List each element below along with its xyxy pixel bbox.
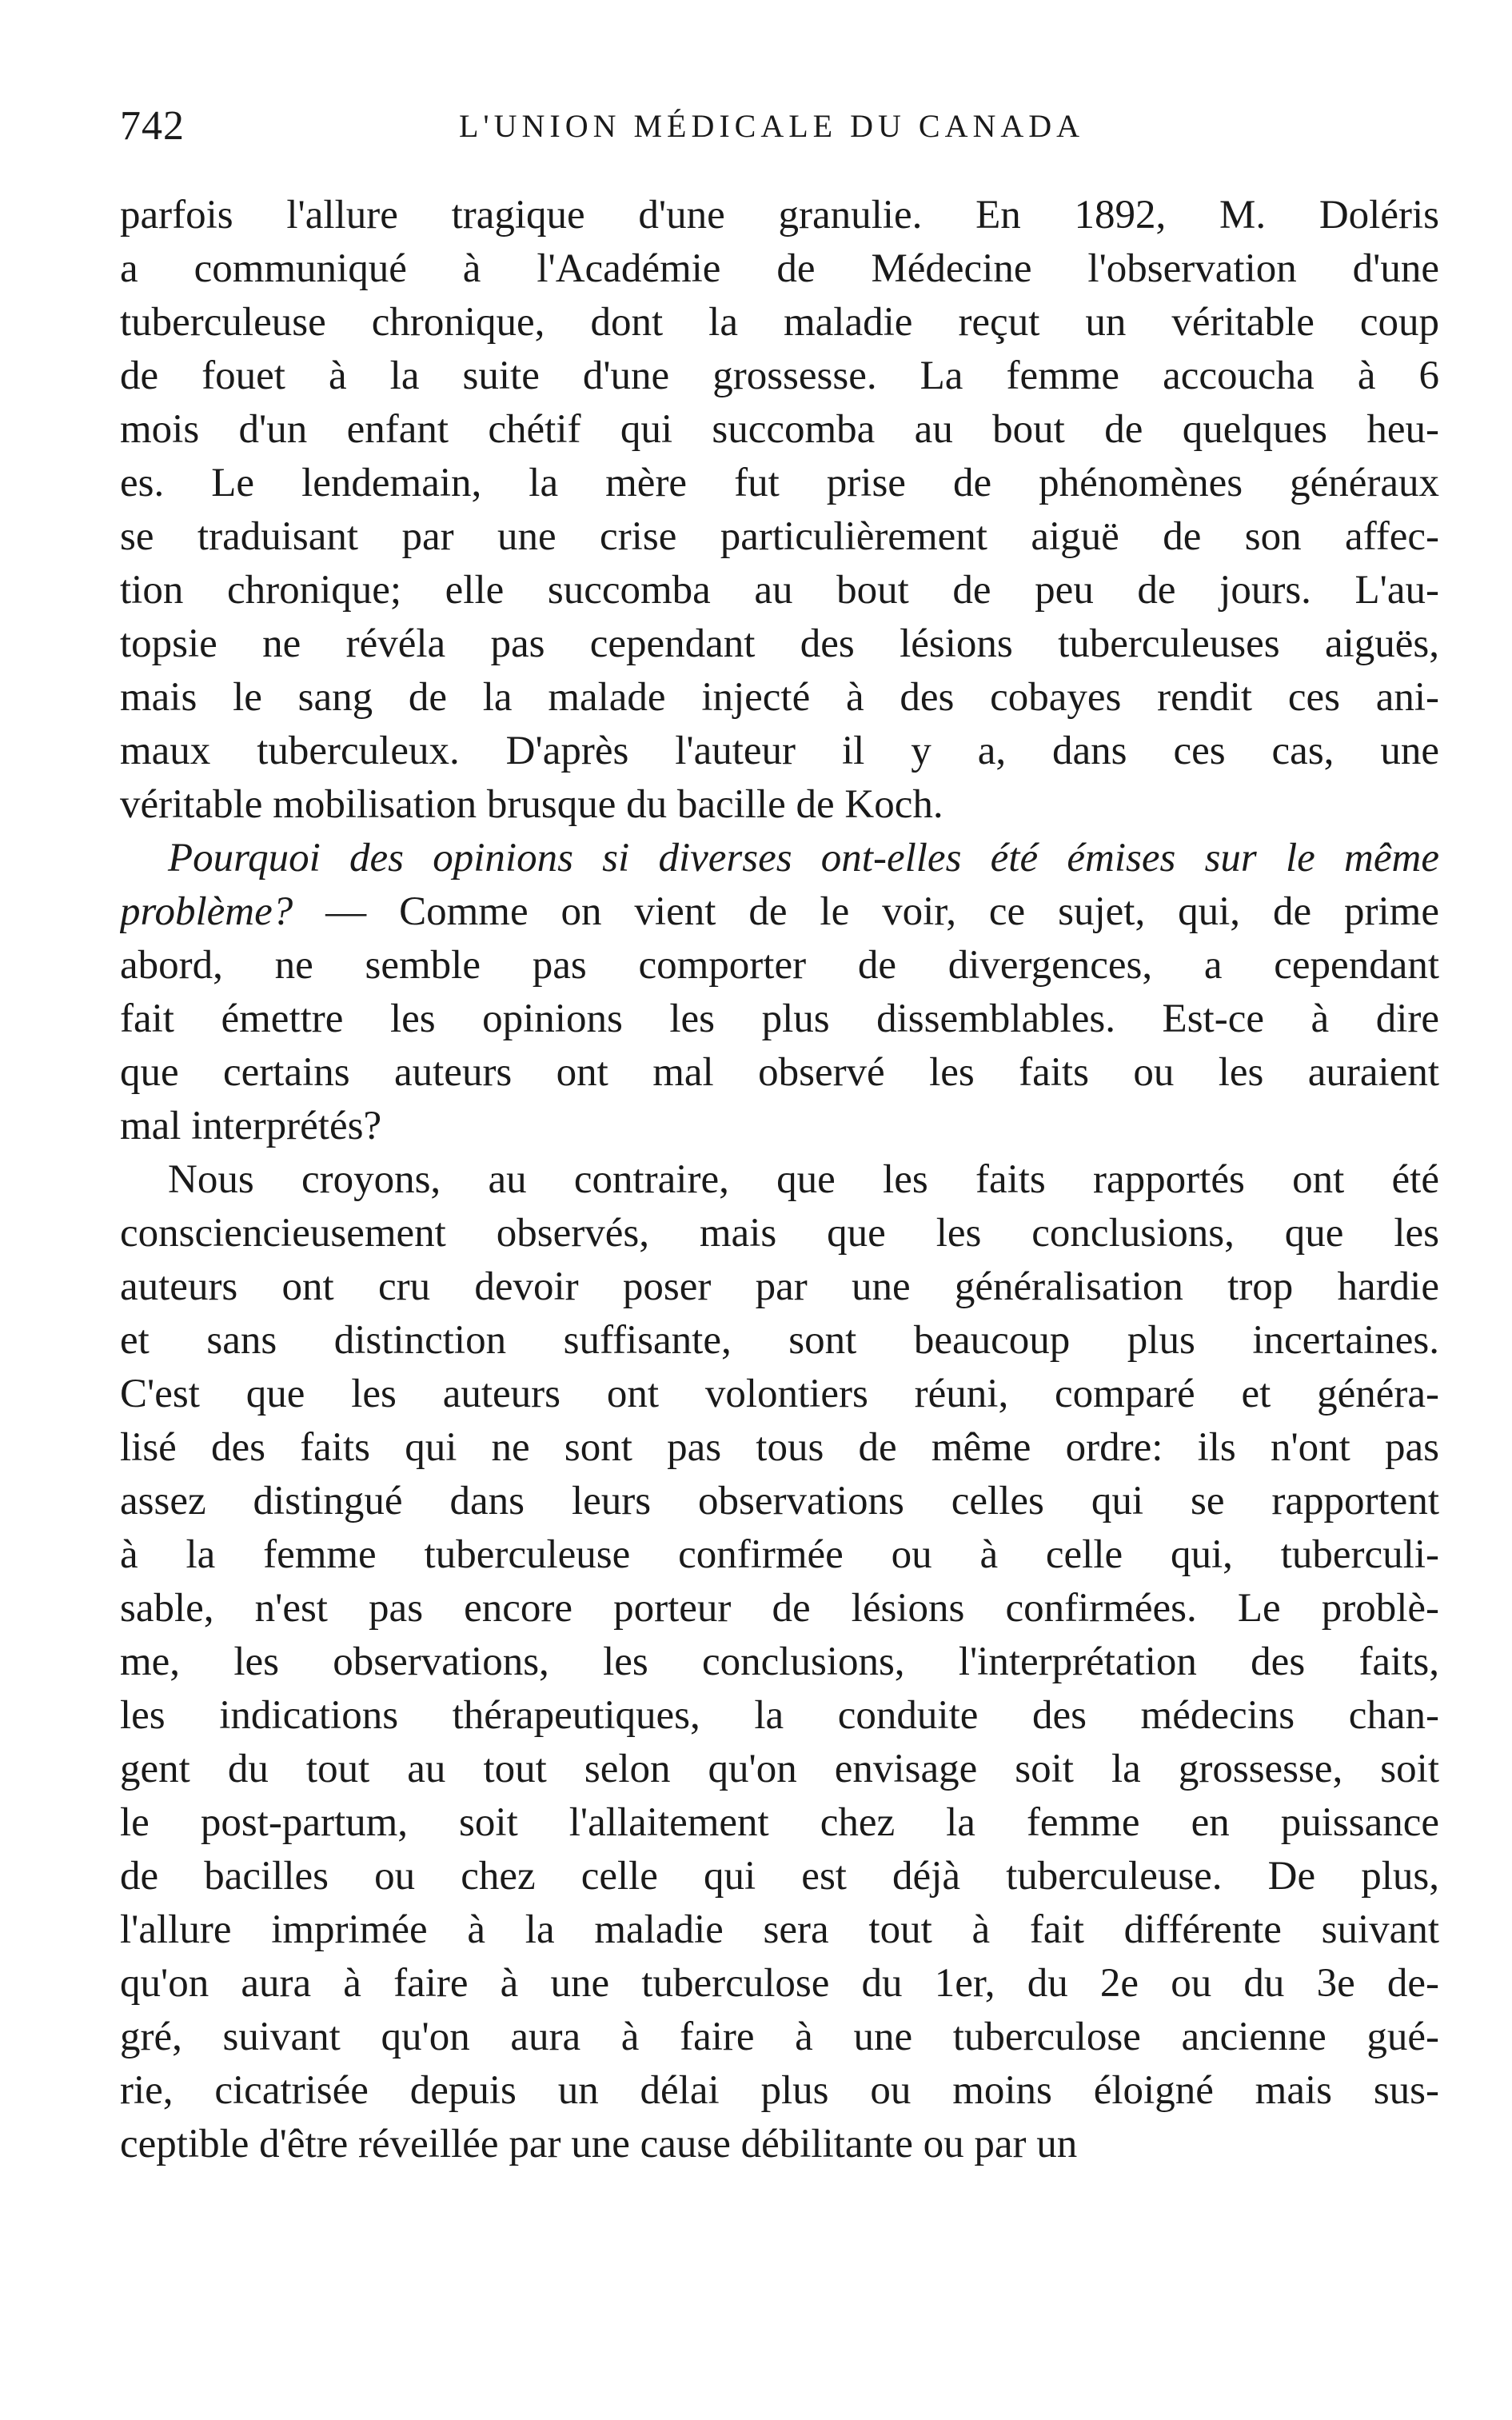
text-line: et sans distinction suffisante, sont beaucoup plus incertaines. <box>120 1318 1439 1363</box>
text-line: de bacilles ou chez celle qui est déjà tuberculeuse. De plus, <box>120 1854 1439 1899</box>
text-line: mal interprétés? <box>120 1104 382 1148</box>
text-line: qu'on aura à faire à une tuberculose du 1er, du 2e ou du 3e de- <box>120 1961 1439 2006</box>
text-line: sable, n'est pas encore porteur de lésions confirmées. Le problè- <box>120 1586 1439 1631</box>
text-line: gent du tout au tout selon qu'on envisage soit la grossesse, soit <box>120 1747 1439 1791</box>
text-line: maux tuberculeux. D'après l'auteur il y a, dans ces cas, une <box>120 729 1439 773</box>
text-line: lisé des faits qui ne sont pas tous de même ordre: ils n'ont pas <box>120 1425 1439 1470</box>
page-header <box>120 94 1423 158</box>
running-head: L'UNION MÉDICALE DU CANADA <box>458 108 1085 144</box>
text-line: ceptible d'être réveillée par une cause débilitante ou par un <box>120 2122 1078 2166</box>
text-line <box>120 832 1439 885</box>
page-number: 742 <box>120 103 185 149</box>
paragraph <box>120 1153 1439 2171</box>
text-line: les indications thérapeutiques, la conduite des médecins chan- <box>120 1693 1439 1738</box>
text-line: mois d'un enfant chétif qui succomba au bout de quelques heu- <box>120 407 1439 452</box>
text-line: es. Le lendemain, la mère fut prise de phénomènes généraux <box>120 461 1439 505</box>
text-line: fait émettre les opinions les plus dissemblables. Est-ce à dire <box>120 996 1439 1041</box>
text-line: a communiqué à l'Académie de Médecine l'observation d'une <box>120 246 1439 291</box>
text-line: de fouet à la suite d'une grossesse. La femme accoucha à 6 <box>120 353 1439 398</box>
text-line: le post-partum, soit l'allaitement chez la femme en puissance <box>120 1800 1439 1845</box>
text-line: gré, suivant qu'on aura à faire à une tuberculose ancienne gué- <box>120 2015 1439 2059</box>
body-text <box>120 189 1439 2171</box>
text-line: à la femme tuberculeuse confirmée ou à celle qui, tuberculi- <box>120 1532 1439 1577</box>
text-line: véritable mobilisation brusque du bacille de Koch. <box>120 782 944 827</box>
text-line: tion chronique; elle succomba au bout de peu de jours. L'au- <box>120 568 1439 613</box>
text-line <box>120 885 1439 939</box>
paragraph <box>120 832 1439 1153</box>
italic-heading: problème? <box>120 889 293 934</box>
text-line: parfois l'allure tragique d'une granulie. En 1892, M. Doléris <box>120 193 1439 238</box>
text-line: tuberculeuse chronique, dont la maladie reçut un véritable coup <box>120 300 1439 345</box>
text-line: consciencieusement observés, mais que les conclusions, que les <box>120 1211 1439 1256</box>
text-line: que certains auteurs ont mal observé les faits ou les auraient <box>120 1050 1439 1095</box>
italic-heading: Pourquoi des opinions si diverses ont-elles été émises sur le même <box>168 836 1439 881</box>
text-line: assez distingué dans leurs observations celles qui se rapportent <box>120 1479 1439 1523</box>
text-line: C'est que les auteurs ont volontiers réuni, comparé et généra- <box>120 1372 1439 1416</box>
paragraph <box>120 189 1439 832</box>
line-text: — Comme on vient de le voir, ce sujet, qui, de prime <box>293 889 1439 934</box>
text-line: l'allure imprimée à la maladie sera tout à fait différente suivant <box>120 1907 1439 1952</box>
text-line: Nous croyons, au contraire, que les faits rapportés ont été <box>168 1157 1439 1202</box>
text-line: me, les observations, les conclusions, l'interprétation des faits, <box>120 1639 1439 1684</box>
text-line: abord, ne semble pas comporter de divergences, a cependant <box>120 943 1439 988</box>
text-line: rie, cicatrisée depuis un délai plus ou moins éloigné mais sus- <box>120 2068 1439 2113</box>
text-line: auteurs ont cru devoir poser par une généralisation trop hardie <box>120 1264 1439 1309</box>
text-line: topsie ne révéla pas cependant des lésions tuberculeuses aiguës, <box>120 621 1439 666</box>
text-line: mais le sang de la malade injecté à des cobayes rendit ces ani- <box>120 675 1439 720</box>
text-line: se traduisant par une crise particulièrement aiguë de son affec- <box>120 514 1439 559</box>
